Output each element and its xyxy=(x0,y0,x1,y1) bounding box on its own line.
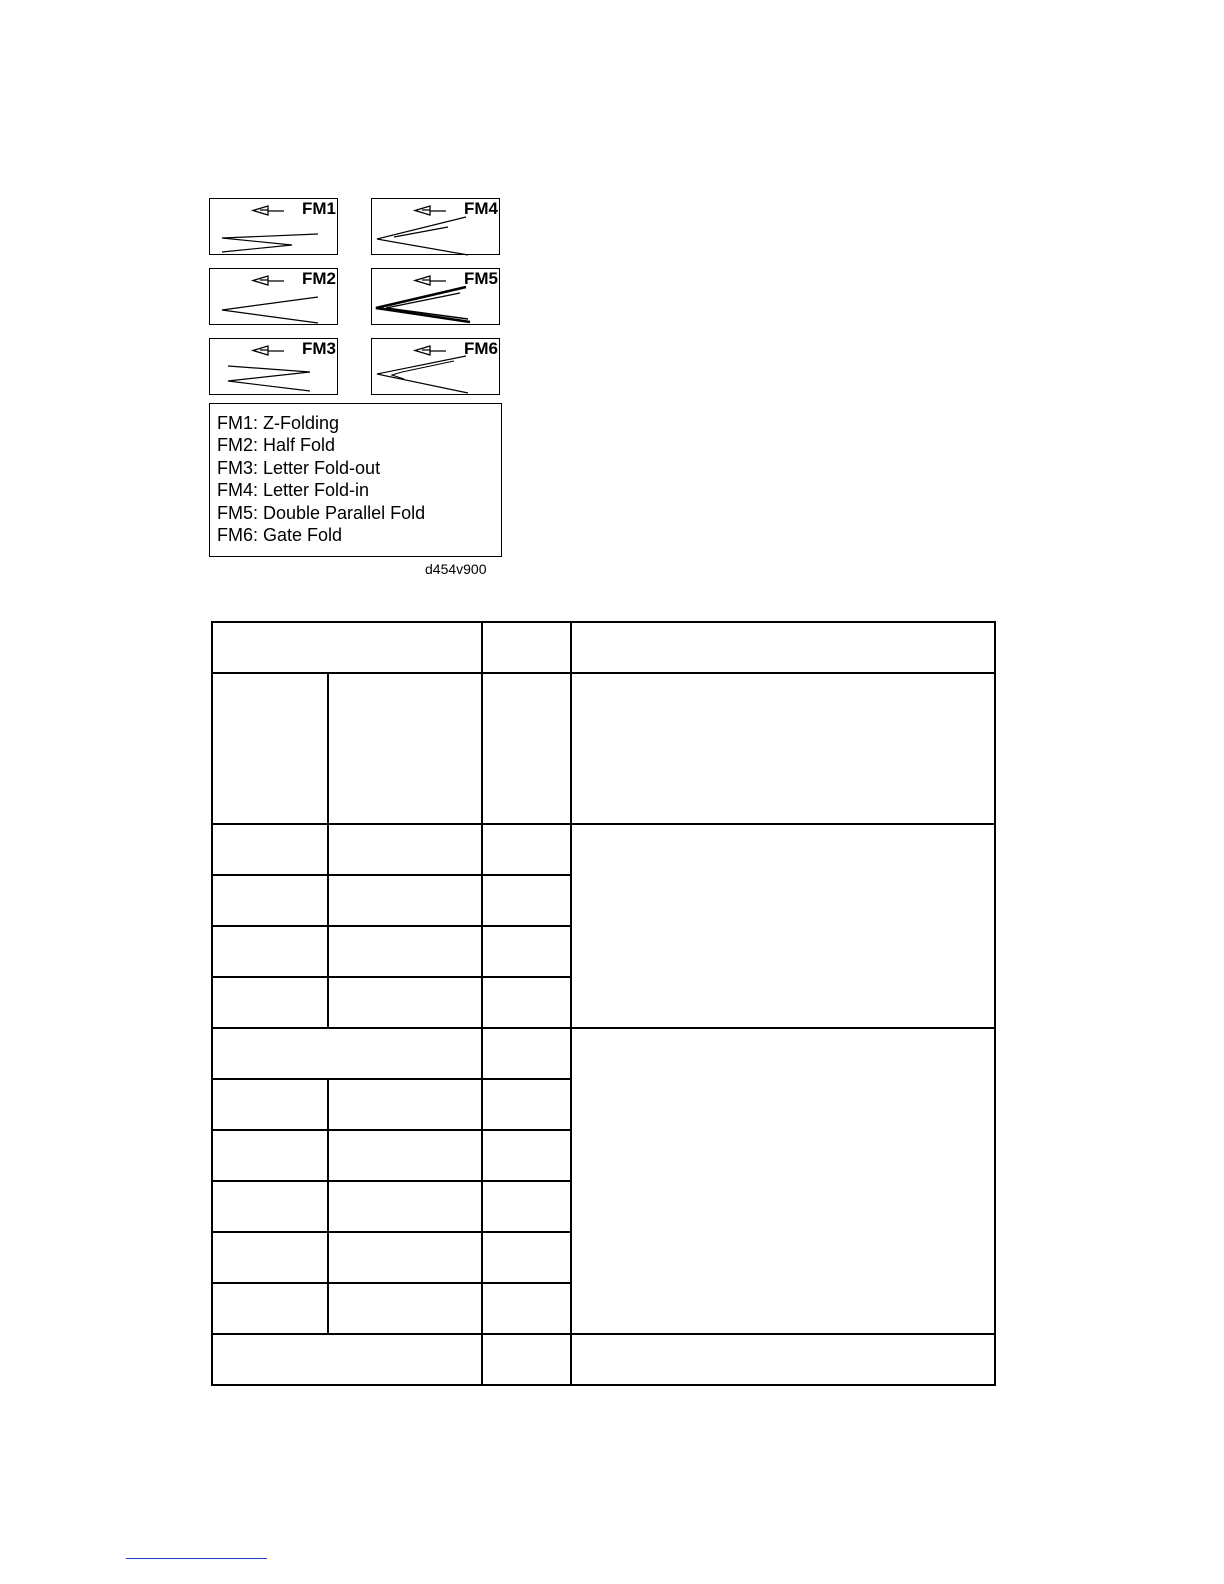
table-cell xyxy=(328,1079,482,1130)
table-cell xyxy=(571,673,995,824)
fold-panel-fm2 xyxy=(209,268,338,325)
table-cell xyxy=(482,875,571,926)
fold-panel-fm4 xyxy=(371,198,500,255)
table-cell xyxy=(212,1232,328,1283)
table-cell xyxy=(328,1181,482,1232)
table-cell xyxy=(482,1334,571,1385)
figure-id: d454v900 xyxy=(425,561,487,577)
legend-item: FM5: Double Parallel Fold xyxy=(217,502,426,523)
table-row xyxy=(212,1334,995,1385)
table-cell xyxy=(482,1283,571,1334)
legend-item: FM4: Letter Fold-in xyxy=(217,480,370,501)
table-cell xyxy=(571,1334,995,1385)
feed-direction-arrow-icon xyxy=(415,346,446,355)
table-cell xyxy=(482,1130,571,1181)
table-cell xyxy=(482,977,571,1028)
fm2-label: FM2 xyxy=(302,269,336,288)
table-cell xyxy=(212,622,482,673)
fold-mode-legend xyxy=(209,403,502,557)
table-cell xyxy=(328,824,482,875)
table-cell xyxy=(212,875,328,926)
fm3-label: FM3 xyxy=(302,339,336,358)
fm5-label: FM5 xyxy=(464,269,498,288)
fm4-label: FM4 xyxy=(464,199,498,218)
table-cell xyxy=(571,622,995,673)
table-row xyxy=(212,1028,995,1079)
table-cell xyxy=(328,875,482,926)
table-cell xyxy=(482,926,571,977)
table-cell xyxy=(212,1334,482,1385)
footer-link-underline[interactable] xyxy=(126,1558,267,1559)
table-cell xyxy=(328,926,482,977)
fold-settings-table xyxy=(211,621,996,1386)
table-cell xyxy=(212,1028,482,1079)
legend-item: FM1: Z-Folding xyxy=(217,413,340,433)
feed-direction-arrow-icon xyxy=(253,276,284,285)
table-row xyxy=(212,824,995,875)
feed-direction-arrow-icon xyxy=(415,206,446,215)
table-cell xyxy=(212,1283,328,1334)
legend-item: FM2: Half Fold xyxy=(217,435,336,456)
feed-direction-arrow-icon xyxy=(415,276,446,285)
feed-direction-arrow-icon xyxy=(253,206,284,215)
table-header-row xyxy=(212,622,995,673)
table-cell xyxy=(212,824,328,875)
table-cell xyxy=(482,824,571,875)
table-cell xyxy=(571,1028,995,1334)
fm1-label: FM1 xyxy=(302,199,336,218)
table-cell xyxy=(212,926,328,977)
fold-panel-fm3 xyxy=(209,338,338,395)
table-cell xyxy=(328,1130,482,1181)
fold-panel-fm1 xyxy=(209,198,338,255)
table-cell xyxy=(328,1232,482,1283)
table-cell xyxy=(212,1130,328,1181)
table-cell xyxy=(212,1181,328,1232)
legend-item: FM3: Letter Fold-out xyxy=(217,457,381,478)
table-cell xyxy=(328,977,482,1028)
table-cell xyxy=(482,1079,571,1130)
table-cell xyxy=(482,622,571,673)
feed-direction-arrow-icon xyxy=(253,346,284,355)
table-cell xyxy=(328,673,482,824)
fm6-label: FM6 xyxy=(464,339,498,358)
table-cell xyxy=(482,1028,571,1079)
table-cell xyxy=(212,977,328,1028)
fold-panel-fm5 xyxy=(371,268,500,325)
table-cell xyxy=(571,824,995,1028)
table-cell xyxy=(482,1232,571,1283)
table-cell xyxy=(482,673,571,824)
legend-item: FM6: Gate Fold xyxy=(217,525,343,546)
table-cell xyxy=(212,673,328,824)
fold-panel-fm6 xyxy=(371,338,500,395)
table-cell xyxy=(212,1079,328,1130)
table-cell xyxy=(482,1181,571,1232)
table-cell xyxy=(328,1283,482,1334)
table-row xyxy=(212,673,995,824)
